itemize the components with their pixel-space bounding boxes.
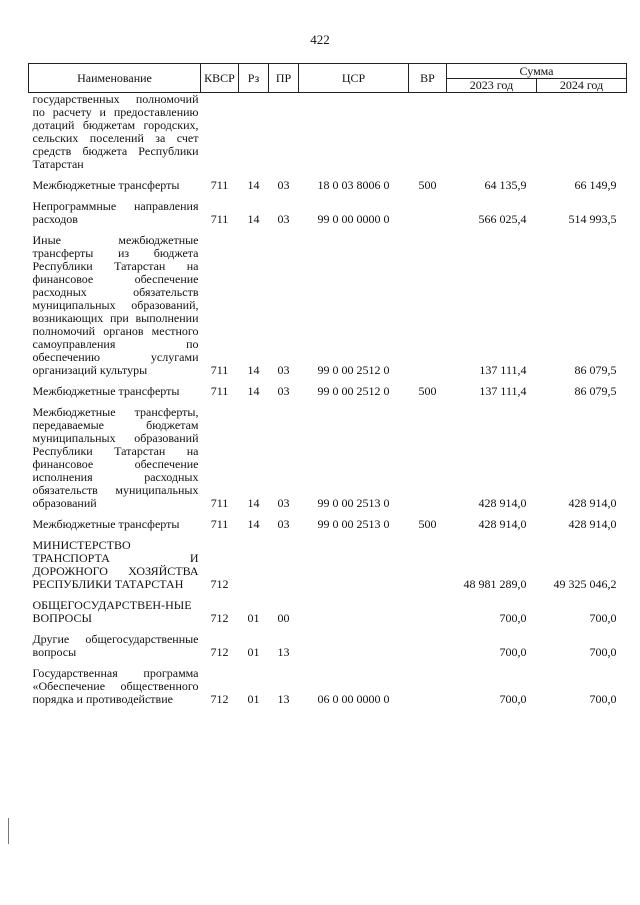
row-vr: 500 [418,178,437,192]
row-sum-2024: 49 325 046,2 [553,577,617,591]
row-name: Межбюджетные трансферты [32,517,180,531]
row-sum-2024: 86 079,5 [574,363,617,377]
row-csr: 06 0 00 0000 0 [317,692,390,706]
row-vr [409,234,447,377]
row-kvsr: 711 [210,496,229,510]
col-header-2024: 2024 год [537,79,627,93]
row-name: Межбюджетные трансферты [32,384,180,398]
row-csr: 99 0 00 2513 0 [317,496,390,510]
row-pr: 03 [277,496,290,510]
row-vr [409,93,447,172]
table-row [29,633,627,659]
row-sum-2024: 86 079,5 [574,384,617,398]
row-vr [409,539,447,591]
col-header-name: Наименование [29,64,201,93]
row-rz: 14 [247,212,260,226]
row-pr: 00 [277,611,290,625]
row-csr: 99 0 00 2513 0 [317,517,390,531]
col-header-rz: Рз [239,64,269,93]
row-vr [409,599,447,625]
row-name: ОБЩЕГОСУДАРСТВЕН-НЫЕ ВОПРОСЫ [32,598,192,625]
row-vr [409,200,447,226]
row-name: Межбюджетные трансферты, передаваемые бюджетам муниципальных образований Республики Татарстан на финансовое обеспечение исполнения расходных обязательств муниципальных образований [32,405,199,510]
row-kvsr: 712 [210,611,229,625]
row-rz: 14 [247,496,260,510]
row-pr: 03 [277,363,290,377]
row-sum-2023: 428 914,0 [478,517,527,531]
row-csr: 18 0 03 8006 0 [317,178,390,192]
row-sum-2023: 48 981 289,0 [463,577,527,591]
row-pr [269,93,299,172]
row-name: Иные межбюджетные трансферты из бюджета Республики Татарстан на финансовое обеспечение расходных обязательств муниципальных образований, возникающих при выполнении полномочий органов местного самоуправления по обеспечению услугами организаций культуры [32,233,199,377]
row-sum-2023: 64 135,9 [484,178,527,192]
table-row [29,385,627,398]
scan-margin-mark [8,818,9,844]
row-name: Другие общегосударственные вопросы [32,632,199,659]
row-sum-2024: 514 993,5 [568,212,617,226]
row-name: МИНИСТЕРСТВО ТРАНСПОРТА И ДОРОЖНОГО ХОЗЯЙСТВА РЕСПУБЛИКИ ТАТАРСТАН [32,538,199,591]
row-vr: 500 [418,517,437,531]
row-csr: 99 0 00 2512 0 [317,384,390,398]
row-csr: 99 0 00 0000 0 [317,212,390,226]
row-name: Межбюджетные трансферты [32,178,180,192]
row-kvsr: 712 [210,645,229,659]
table-row [29,179,627,192]
row-sum-2024: 66 149,9 [574,178,617,192]
row-csr [299,93,409,172]
table-row [29,539,627,591]
row-kvsr: 711 [210,178,229,192]
table-row [29,93,627,172]
row-kvsr: 712 [210,692,229,706]
row-sum-2024: 700,0 [589,611,617,625]
row-kvsr: 711 [210,363,229,377]
row-sum-2023: 137 111,4 [479,363,527,377]
row-rz: 01 [247,692,260,706]
row-name: Государственная программа «Обеспечение общественного порядка и противодействие [32,666,199,706]
row-sum-2023: 700,0 [499,611,527,625]
page-number: 422 [310,32,330,47]
budget-table [28,63,627,706]
row-rz: 01 [247,645,260,659]
row-vr: 500 [418,384,437,398]
row-sum-2024: 428 914,0 [568,517,617,531]
row-sum-2024: 700,0 [589,692,617,706]
row-rz [239,539,269,591]
row-vr [409,667,447,706]
row-pr: 03 [277,212,290,226]
row-rz: 14 [247,517,260,531]
table-row [29,234,627,377]
row-name: Непрограммные направления расходов [32,199,199,226]
row-name: государственных полномочий по расчету и предоставлению дотаций бюджетам городских, сельских поселений за счет средств бюджета Республики Татарстан [32,92,199,171]
row-kvsr: 712 [210,577,229,591]
table-row [29,599,627,625]
row-sum-2023: 700,0 [499,692,527,706]
col-header-2023: 2023 год [447,79,537,93]
col-header-kvsr: КВСР [201,64,239,93]
col-header-sum: Сумма [447,64,627,79]
table-row [29,406,627,510]
row-pr [269,539,299,591]
row-csr [299,599,409,625]
row-vr [409,406,447,510]
row-vr [409,633,447,659]
table-row [29,518,627,531]
row-sum-2023: 700,0 [499,645,527,659]
col-header-vr: ВР [409,64,447,93]
row-sum-2024: 700,0 [589,645,617,659]
table-row [29,200,627,226]
row-kvsr [201,93,239,172]
row-sum-2023 [447,93,537,172]
row-rz: 14 [247,178,260,192]
row-sum-2023: 566 025,4 [478,212,527,226]
row-sum-2023: 428 914,0 [478,496,527,510]
col-header-pr: ПР [269,64,299,93]
row-rz [239,93,269,172]
row-rz: 14 [247,363,260,377]
row-sum-2024: 428 914,0 [568,496,617,510]
row-kvsr: 711 [210,384,229,398]
row-pr: 13 [277,692,290,706]
table-row [29,667,627,706]
row-pr: 03 [277,384,290,398]
row-csr: 99 0 00 2512 0 [317,363,390,377]
row-pr: 03 [277,517,290,531]
col-header-csr: ЦСР [299,64,409,93]
row-rz: 01 [247,611,260,625]
row-sum-2024 [537,93,627,172]
row-pr: 13 [277,645,290,659]
row-rz: 14 [247,384,260,398]
row-kvsr: 711 [210,212,229,226]
row-csr [299,539,409,591]
row-pr: 03 [277,178,290,192]
row-sum-2023: 137 111,4 [479,384,527,398]
row-kvsr: 711 [210,517,229,531]
row-csr [299,633,409,659]
